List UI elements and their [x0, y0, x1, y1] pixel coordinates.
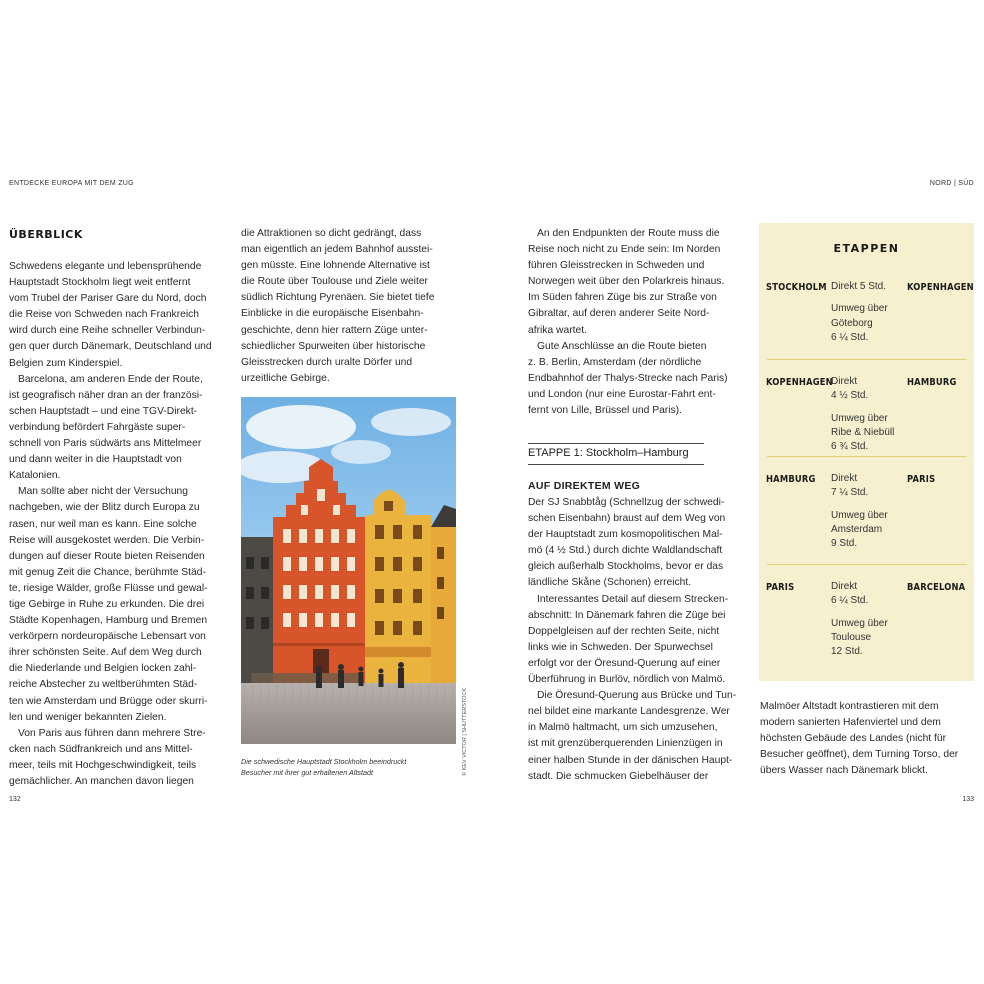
text-line: schen Eisenbahn) braust auf dem Weg von [528, 513, 726, 525]
etappe-to-city: HAMBURG [907, 377, 957, 388]
photo-illustration [241, 397, 456, 744]
etappe-from-city: HAMBURG [766, 474, 816, 485]
text-line: einer halben Stunde in der dänischen Haupt- [528, 754, 733, 766]
text-line: Reise will ausgekostet werden. Die Verbin- [9, 534, 205, 546]
etappe-from-city: STOCKHOLM [766, 282, 827, 293]
text-line: in Malmö haltmacht, um sich umzusehen, [528, 722, 718, 734]
text-line: ten wie Amsterdam und Brügge oder skurri- [9, 695, 208, 707]
text-line: Norwegen weit über den Polarkreis hinaus. [528, 276, 725, 288]
etappe-info-line: Direkt [831, 581, 858, 592]
text-line: meer, teils mit Hochgeschwindigkeit, teils [9, 759, 197, 771]
text-line: ländliche Skåne (Schonen) erreicht. [528, 577, 692, 589]
etappe-info-line: Umweg über [831, 412, 888, 424]
etappe-info [831, 375, 907, 454]
etappe-from-city: KOPENHAGEN [766, 377, 833, 388]
caption-line-1: Die schwedische Hauptstadt Stockholm beeindruckt [241, 757, 407, 766]
text-line: erfolgt vor der Öresund-Querung auf einer [528, 657, 721, 669]
text-line: ihrer schönsten Seite. Auf dem Weg durch [9, 647, 202, 659]
etappe-info [831, 580, 907, 659]
etappen-box [759, 223, 974, 681]
text-line: ist mit grenzüberquerenden Linienzügen in [528, 738, 723, 750]
text-line: rasen, nur weil man es kann. Eine solche [9, 518, 197, 530]
running-head-left: ENTDECKE EUROPA MIT DEM ZUG [9, 180, 134, 187]
text-line: südlich Richtung Pyrenäen. Sie bietet tiefe [241, 292, 435, 304]
etappen-title: ETAPPEN [833, 242, 900, 255]
subheading: AUF DIREKTEM WEG [528, 480, 641, 492]
etappe-info-line: Amsterdam [831, 523, 883, 535]
etappe-info-line: 4 ½ Std. [831, 390, 869, 402]
text-line: Schwedens elegante und lebensprühende [9, 261, 202, 272]
section-heading: ÜBERBLICK [9, 228, 83, 241]
text-line: tige Gebirge in Ruhe zu erkunden. Die drei [9, 598, 205, 610]
text-line: dungen auf dieser Route bieten Reisenden [9, 550, 205, 562]
text-line: Städte Kopenhagen, Hamburg und Bremen [9, 615, 208, 627]
etappe-rule-bottom [528, 464, 704, 465]
etappe-spacer [831, 294, 907, 302]
etappe-info-line: 6 ¼ Std. [831, 595, 869, 607]
text-line: der Hauptstadt zum kosmopolitischen Mal- [528, 529, 723, 541]
text-line: nachgeben, wie der Blitz durch Europa zu [9, 502, 200, 514]
page-number-right: 133 [962, 796, 974, 803]
text-line: schen Hauptstadt – und eine TGV-Direkt- [9, 405, 198, 417]
text-line: reiche Abstecher zu weltberühmten Städ- [9, 679, 198, 691]
text-line: An den Endpunkten der Route muss die [537, 228, 720, 239]
etappe-spacer [831, 404, 907, 412]
text-line: Doppelgleisen auf der rechten Seite, nicht [528, 625, 720, 637]
text-line: wird durch eine Reihe schneller Verbindun- [9, 325, 206, 337]
text-line: die Route über Toulouse und Ziele weiter [241, 276, 428, 288]
etappe-info-line: Toulouse [831, 631, 872, 643]
etappen-separator [767, 359, 967, 360]
text-line: urzeitliche Gebirge. [241, 372, 330, 384]
text-line: Man sollte aber nicht der Versuchung [18, 486, 188, 498]
text-line: Überführung in Burlöv, nördlich von Malmö. [528, 674, 726, 686]
text-line: nel bildet eine markante Landesgrenze. Wer [528, 706, 730, 718]
etappe-info-line: 6 ¾ Std. [831, 441, 869, 453]
etappen-separator [767, 456, 967, 457]
etappe-info-line: Umweg über [831, 617, 888, 629]
stockholm-photo [241, 397, 456, 744]
text-line: Hauptstadt Stockholm liegt weit entfernt [9, 277, 191, 289]
text-line: mö (4 ½ Std.) durch dichte Waldlandschaft [528, 545, 723, 557]
text-line: gen quer durch Dänemark, Deutschland und [9, 341, 212, 353]
etappe-info-line: Umweg über [831, 509, 888, 521]
body-column-2 [241, 226, 461, 387]
etappe-heading: ETAPPE 1: Stockholm–Hamburg [528, 447, 689, 459]
text-line: te, riesige Wälder, große Flüsse und gewal- [9, 582, 208, 594]
text-line: modern sanierten Hafenviertel und dem [760, 717, 941, 729]
etappe-spacer [831, 609, 907, 617]
text-line: stadt. Die schmucken Giebelhäuser der [528, 770, 709, 782]
text-line: gemächlicher. An manchen davon liegen [9, 776, 194, 787]
etappe-spacer [831, 501, 907, 509]
running-head-right: NORD | SÜD [929, 180, 974, 187]
etappe-info-line: 7 ¼ Std. [831, 487, 869, 499]
text-line: fernt von Lille, Brüssel und Paris). [528, 405, 682, 417]
text-line: Barcelona, am anderen Ende der Route, [18, 373, 203, 385]
text-line: gleich außerhalb Stockholms, bevor er das [528, 561, 724, 573]
etappe-to-city: KOPENHAGEN [907, 282, 974, 293]
etappe-from-city: PARIS [766, 582, 795, 593]
text-line: führen Gleisstrecken in Schweden und [528, 260, 705, 272]
etappe-info-line: 12 Std. [831, 646, 863, 658]
text-line: die Niederlande und Belgien locken zahl- [9, 663, 197, 675]
text-line: verkörpern nordeuropäische Lebensart von [9, 631, 206, 643]
etappe-info [831, 280, 907, 345]
etappe-info-line: 9 Std. [831, 538, 858, 550]
text-line: Gleisstrecken durch uralte Dörfer und [241, 356, 413, 368]
photo-credit: © KEV VICTOR | SHUTTERSTOCK [462, 687, 468, 776]
etappe-info-line: Umweg über [831, 303, 888, 315]
text-line: geschichte, denn hier rattern Züge unter- [241, 324, 428, 336]
text-line: man eigentlich an jedem Bahnhof ausstei- [241, 244, 433, 256]
text-line: Besucher geöffnet), dem Turning Torso, der [760, 749, 959, 761]
text-line: Belgien zum Kinderspiel. [9, 357, 123, 369]
text-line: z. B. Berlin, Amsterdam (der nördliche [528, 356, 702, 368]
text-line: schnell von Paris südwärts ans Mittelmeer [9, 438, 202, 450]
text-line: afrika wartet. [528, 324, 587, 336]
text-line: die Attraktionen so dicht gedrängt, dass [241, 228, 422, 239]
text-line: cken nach Südfrankreich und ans Mittel- [9, 743, 193, 755]
photo-caption [241, 756, 456, 778]
text-line: und London (nur eine Eurostar-Fahrt ent- [528, 388, 716, 400]
etappe-to-city: PARIS [907, 474, 936, 485]
text-line: mit genug Zeit die Chance, berühmte Städ- [9, 566, 206, 578]
etappe-info-line: 6 ¼ Std. [831, 331, 869, 343]
text-line: Im Süden fahren Züge bis zur Straße von [528, 292, 717, 304]
text-line: Endbahnhof der Thalys-Strecke nach Paris) [528, 372, 728, 384]
body-column-1 [9, 259, 229, 790]
text-line: schiedlicher Spurweiten über historische [241, 340, 426, 352]
etappe-info-line: Ribe & Niebüll [831, 426, 895, 438]
page-number-left: 132 [9, 796, 21, 803]
text-line: Interessantes Detail auf diesem Strecken- [537, 593, 729, 605]
text-line: gen müsste. Eine lohnende Alternative ist [241, 260, 430, 272]
text-line: vom Trubel der Pariser Gare du Nord, doch [9, 293, 207, 305]
text-line: Gibraltar, auf deren anderer Seite Nord- [528, 308, 710, 320]
caption-line-2: Besucher mit ihrer gut erhaltenen Altstadt [241, 768, 373, 777]
etappe-info-line: Direkt [831, 473, 858, 484]
text-line: Reise noch nicht zu Ende sein: Im Norden [528, 244, 721, 256]
text-line: Von Paris aus führen dann mehrere Stre- [18, 727, 206, 739]
body-column-3 [528, 226, 748, 419]
body-column-3-continued [528, 495, 750, 785]
body-column-4 [760, 699, 978, 779]
text-line: Malmöer Altstadt kontrastieren mit dem [760, 701, 939, 712]
etappe-to-city: BARCELONA [907, 582, 966, 593]
text-line: übers Wasser nach Dänemark blickt. [760, 765, 928, 777]
text-line: abschnitt: In Dänemark fahren die Züge bei [528, 609, 726, 621]
etappe-rule-top [528, 443, 704, 444]
text-line: Katalonien. [9, 470, 61, 482]
text-line: höchsten Gebäude des Landes (nicht für [760, 733, 947, 745]
text-line: Der SJ Snabbtåg (Schnellzug der schwedi- [528, 497, 725, 508]
text-line: die Reise von Schweden nach Frankreich [9, 309, 200, 321]
text-line: Gute Anschlüsse an die Route bieten [537, 340, 707, 352]
etappe-info-line: Göteborg [831, 317, 873, 329]
etappen-separator [767, 564, 967, 565]
text-line: ist geografisch näher dran an der französi- [9, 389, 203, 401]
etappe-info-line: Direkt 5 Std. [831, 281, 887, 292]
text-line: Die Öresund-Querung aus Brücke und Tun- [537, 690, 737, 702]
text-line: links wie in Schweden. Der Spurwechsel [528, 641, 713, 653]
etappe-info [831, 472, 907, 551]
etappe-info-line: Direkt [831, 376, 858, 387]
text-line: len und weniger bekannten Zielen. [9, 711, 167, 723]
text-line: und dann weiter in die Hauptstadt von [9, 454, 182, 466]
text-line: Einblicke in die europäische Eisenbahn- [241, 308, 424, 320]
text-line: verbindung befördert Fahrgäste super- [9, 421, 186, 433]
